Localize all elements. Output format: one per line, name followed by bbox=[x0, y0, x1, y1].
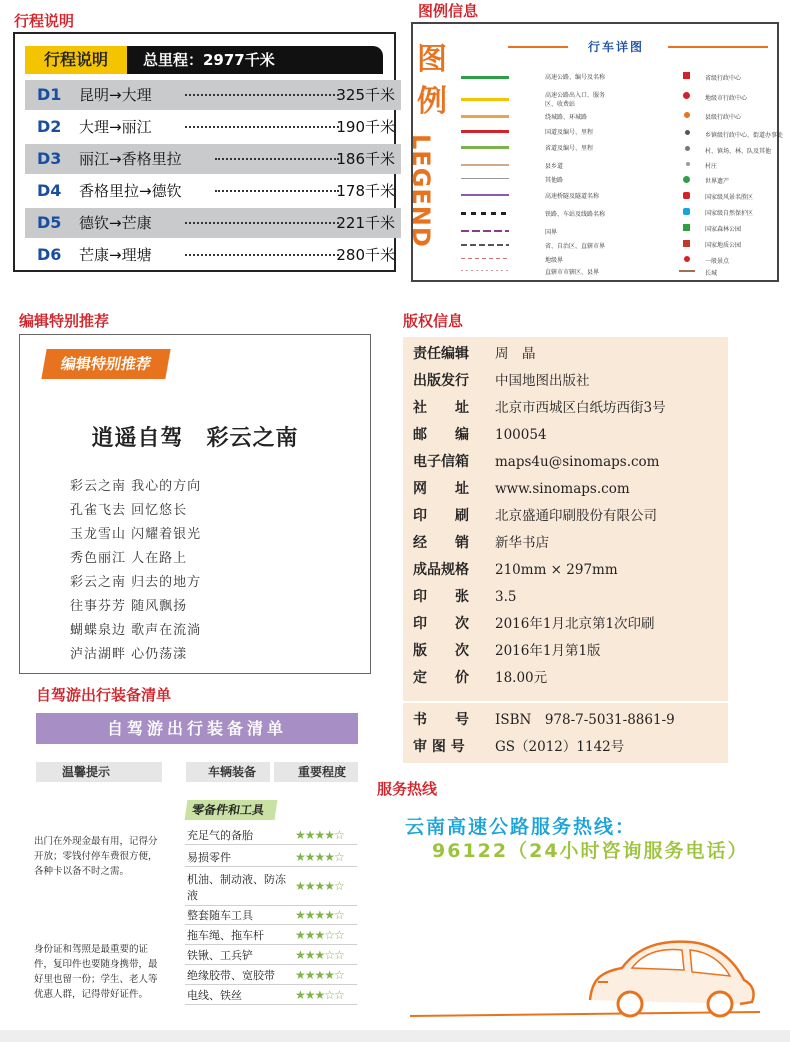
legend-en-title: LEGEND bbox=[407, 134, 435, 248]
legend-cn-char2: 例 bbox=[417, 84, 447, 119]
hotline-title: 云南高速公路服务热线： bbox=[405, 816, 637, 838]
legend-item: 国家级自然保护区 bbox=[705, 210, 754, 217]
itinerary-distance: 280千米 bbox=[336, 246, 395, 264]
itinerary-route: 芒康→理塘 bbox=[79, 246, 152, 264]
equipment-row bbox=[185, 870, 357, 906]
great-wall-symbol bbox=[679, 270, 695, 272]
copyright-label: 出版发行 bbox=[413, 373, 469, 389]
copyright-value: 周 晶 bbox=[495, 346, 536, 362]
star-rating-icon: ★★★☆☆ bbox=[295, 988, 344, 1002]
legend-item: 地级市行政中心 bbox=[705, 95, 748, 102]
copyright-row bbox=[403, 665, 728, 692]
copyright-label: 定 价 bbox=[413, 670, 469, 686]
copyright-label: 网 址 bbox=[413, 481, 469, 497]
prefecture-city-icon bbox=[683, 92, 690, 99]
legend-item: 县乡道 bbox=[545, 163, 564, 170]
legend-item: 村庄 bbox=[705, 163, 718, 170]
copyright-value: 18.00元 bbox=[495, 670, 548, 686]
legend-title-bar bbox=[508, 38, 768, 54]
poem-line: 彩云之南 我心的方向 bbox=[70, 479, 202, 494]
itinerary-route: 香格里拉→德钦 bbox=[79, 182, 182, 200]
itinerary-tag: 行程说明 bbox=[25, 46, 127, 74]
poem-line: 泸沽湖畔 心仍荡漾 bbox=[70, 647, 188, 662]
copyright-row bbox=[403, 476, 728, 503]
province-border-symbol bbox=[461, 244, 509, 246]
editor-pick-panel bbox=[19, 334, 371, 674]
interchange-symbol bbox=[461, 98, 509, 101]
legend-item: 村、镇场、林、队及其他 bbox=[705, 148, 772, 155]
forest-park-icon bbox=[683, 224, 690, 231]
itinerary-day: D1 bbox=[37, 85, 62, 104]
copyright-label: 电子信箱 bbox=[413, 454, 469, 470]
copyright-label: 印 刷 bbox=[413, 508, 469, 524]
equipment-row bbox=[185, 926, 357, 945]
equipment-name: 铁锹、工兵铲 bbox=[187, 949, 253, 962]
capital-icon bbox=[683, 72, 690, 79]
car-illustration-icon bbox=[400, 920, 770, 1024]
section-title-editor: 编辑特别推荐 bbox=[19, 312, 110, 330]
tip-cash: 出门在外现金最有用，记得分开放；零钱付停车费很方便，各种卡以备不时之需。 bbox=[34, 836, 158, 877]
equipment-name: 整套随车工具 bbox=[187, 909, 253, 922]
copyright-row bbox=[403, 395, 728, 422]
star-rating-icon: ★★★★☆ bbox=[295, 850, 344, 864]
copyright-value: 新华书店 bbox=[495, 535, 549, 551]
equipment-name: 电线、铁丝 bbox=[187, 989, 242, 1002]
itinerary-route: 昆明→大理 bbox=[79, 86, 152, 104]
itinerary-day: D5 bbox=[37, 213, 62, 232]
copyright-row bbox=[403, 422, 728, 449]
poem-line: 孔雀飞去 回忆悠长 bbox=[70, 503, 188, 518]
star-rating-icon: ★★★★☆ bbox=[295, 879, 344, 893]
scenic-area-icon bbox=[683, 192, 690, 199]
legend-item: 直辖市市辖区、县界 bbox=[545, 269, 600, 276]
hotline-number: 96122（24小时咨询服务电话） bbox=[432, 840, 749, 862]
itinerary-route: 德钦→芒康 bbox=[79, 214, 152, 232]
legend-item: 省、自治区、直辖市界 bbox=[545, 243, 606, 250]
copyright-value: 3.5 bbox=[495, 589, 517, 605]
copyright-row bbox=[403, 530, 728, 557]
star-rating-icon: ★★★★☆ bbox=[295, 908, 344, 922]
copyright-value: 2016年1月第1版 bbox=[495, 643, 601, 659]
equipment-row bbox=[185, 946, 357, 965]
copyright-label: 印 张 bbox=[413, 589, 469, 605]
copyright-row bbox=[403, 707, 728, 734]
star-rating-icon: ★★★☆☆ bbox=[295, 948, 344, 962]
itinerary-route: 大理→丽江 bbox=[79, 118, 152, 136]
itinerary-panel bbox=[13, 32, 396, 272]
legend-item: 一般景点 bbox=[705, 258, 730, 265]
copyright-row bbox=[403, 638, 728, 665]
copyright-label: 印 次 bbox=[413, 616, 469, 632]
equipment-name: 拖车绳、拖车杆 bbox=[187, 929, 264, 942]
copyright-value: GS（2012）1142号 bbox=[495, 739, 625, 755]
section-title-hotline: 服务热线 bbox=[377, 780, 438, 798]
railway-symbol bbox=[461, 212, 509, 215]
dotted-leader bbox=[185, 94, 339, 96]
itinerary-row bbox=[25, 144, 401, 174]
itinerary-row bbox=[25, 208, 401, 238]
legend-panel bbox=[407, 22, 784, 282]
copyright-panel bbox=[403, 337, 728, 763]
legend-item: 省道及编号、里程 bbox=[545, 145, 594, 152]
itinerary-distance: 186千米 bbox=[336, 150, 395, 168]
equipment-row bbox=[185, 966, 357, 985]
world-heritage-icon bbox=[683, 176, 690, 183]
provincial-road-symbol bbox=[461, 146, 509, 149]
itinerary-total: 总里程：2977千米 bbox=[143, 51, 275, 69]
copyright-value: maps4u@sinomaps.com bbox=[495, 454, 660, 470]
itinerary-header bbox=[25, 46, 383, 74]
nature-reserve-icon bbox=[683, 208, 690, 215]
editor-pick-tag: 编辑特别推荐 bbox=[41, 349, 170, 379]
prefecture-border-symbol bbox=[461, 258, 509, 259]
geo-park-icon bbox=[683, 240, 690, 247]
title-rule-left bbox=[508, 46, 568, 48]
poem-line: 往事芬芳 随风飘扬 bbox=[70, 599, 188, 614]
poem-line: 蝴蝶泉边 歌声在流淌 bbox=[70, 623, 202, 638]
legend-item: 高速桥隧及隧道名称 bbox=[545, 193, 600, 200]
legend-item: 长城 bbox=[705, 270, 718, 277]
county-border-symbol bbox=[461, 270, 509, 271]
county-road-symbol bbox=[461, 164, 509, 166]
star-rating-icon: ★★★☆☆ bbox=[295, 928, 344, 942]
equipment-name: 绝缘胶带、宽胶带 bbox=[187, 969, 275, 982]
itinerary-day: D3 bbox=[37, 149, 62, 168]
bottom-band bbox=[0, 1030, 790, 1042]
copyright-label: 审 图 号 bbox=[413, 739, 465, 755]
highway-symbol bbox=[461, 76, 509, 79]
copyright-value: ISBN 978-7-5031-8861-9 bbox=[495, 712, 675, 728]
legend-sidebar bbox=[407, 24, 453, 280]
copyright-divider bbox=[403, 701, 728, 703]
village-icon bbox=[685, 146, 690, 151]
itinerary-distance: 178千米 bbox=[336, 182, 395, 200]
itinerary-row bbox=[25, 80, 401, 110]
itinerary-row bbox=[25, 176, 401, 206]
national-road-symbol bbox=[461, 130, 509, 133]
copyright-row bbox=[403, 734, 728, 761]
legend-title: 行车详图 bbox=[588, 40, 645, 54]
legend-cn-char1: 图 bbox=[417, 42, 447, 77]
section-title-equipment: 自驾游出行装备清单 bbox=[36, 686, 172, 704]
copyright-label: 邮 编 bbox=[413, 427, 469, 443]
section-title-legend: 图例信息 bbox=[418, 2, 479, 20]
star-rating-icon: ★★★★☆ bbox=[295, 968, 344, 982]
column-header-tips: 温馨提示 bbox=[36, 762, 162, 782]
dotted-leader bbox=[185, 222, 339, 224]
star-rating-icon: ★★★★☆ bbox=[295, 828, 344, 842]
column-header-vehicle: 车辆装备 bbox=[186, 762, 270, 782]
itinerary-day: D4 bbox=[37, 181, 62, 200]
copyright-value: 北京市西城区白纸坊西街3号 bbox=[495, 400, 666, 416]
equipment-name: 易损零件 bbox=[187, 851, 231, 864]
copyright-label: 责任编辑 bbox=[413, 346, 469, 362]
section-title-itinerary: 行程说明 bbox=[14, 12, 75, 30]
equipment-row bbox=[185, 848, 357, 867]
legend-item: 国道及编号、里程 bbox=[545, 129, 594, 136]
itinerary-distance: 221千米 bbox=[336, 214, 395, 232]
itinerary-day: D6 bbox=[37, 245, 62, 264]
equipment-row bbox=[185, 986, 357, 1005]
hamlet-icon bbox=[686, 162, 690, 166]
editor-headline: 逍遥自驾 彩云之南 bbox=[91, 425, 299, 451]
equipment-row bbox=[185, 826, 357, 845]
dotted-leader bbox=[215, 190, 339, 192]
legend-item: 省级行政中心 bbox=[705, 75, 742, 82]
equipment-name: 机油、制动液、防冻液 bbox=[187, 873, 286, 902]
copyright-row bbox=[403, 584, 728, 611]
copyright-value: 210mm × 297mm bbox=[495, 562, 618, 578]
copyright-label: 社 址 bbox=[413, 400, 469, 416]
copyright-row bbox=[403, 503, 728, 530]
copyright-value: 中国地图出版社 bbox=[495, 373, 590, 389]
itinerary-distance: 190千米 bbox=[336, 118, 395, 136]
dotted-leader bbox=[185, 126, 339, 128]
equipment-row bbox=[185, 906, 357, 925]
legend-item: 绕城路、环城路 bbox=[545, 114, 588, 121]
county-icon bbox=[684, 112, 690, 118]
itinerary-row bbox=[25, 112, 401, 142]
legend-item: 国家地质公园 bbox=[705, 242, 742, 249]
legend-item: 高速公路、编号及名称 bbox=[545, 74, 606, 81]
ring-road-symbol bbox=[461, 115, 509, 118]
equipment-banner: 自驾游出行装备清单 bbox=[36, 713, 358, 744]
tip-documents: 身份证和驾照是最重要的证件，复印件也要随身携带，最好里也留一份；学生、老人等优惠人群，记得带好证件。 bbox=[34, 944, 158, 1000]
copyright-label: 经 销 bbox=[413, 535, 469, 551]
copyright-value: 100054 bbox=[495, 427, 547, 443]
equipment-name: 充足气的备胎 bbox=[187, 829, 253, 842]
town-icon bbox=[685, 130, 690, 135]
copyright-value: 2016年1月北京第1次印刷 bbox=[495, 616, 655, 632]
title-rule-right bbox=[668, 46, 768, 48]
dotted-leader bbox=[185, 254, 339, 256]
legend-item: 国界 bbox=[545, 229, 558, 236]
legend-item: 其他路 bbox=[545, 177, 564, 184]
itinerary-distance: 325千米 bbox=[336, 86, 395, 104]
equipment-category: 零备件和工具 bbox=[185, 800, 278, 820]
copyright-value: www.sinomaps.com bbox=[495, 481, 630, 497]
national-border-symbol bbox=[461, 230, 509, 232]
legend-item: 地级界 bbox=[545, 257, 564, 264]
bridge-tunnel-symbol bbox=[461, 194, 509, 196]
legend-item: 铁路、车站及线路名称 bbox=[545, 211, 606, 218]
itinerary-day: D2 bbox=[37, 117, 62, 136]
dotted-leader bbox=[215, 158, 339, 160]
legend-item: 世界遗产 bbox=[705, 178, 730, 185]
copyright-label: 版 次 bbox=[413, 643, 469, 659]
poem-line: 玉龙雪山 闪耀着银光 bbox=[70, 527, 202, 542]
legend-item: 国家森林公园 bbox=[705, 226, 742, 233]
itinerary-route: 丽江→香格里拉 bbox=[79, 150, 182, 168]
section-title-copyright: 版权信息 bbox=[403, 312, 464, 330]
column-header-importance: 重要程度 bbox=[274, 762, 358, 782]
copyright-label: 成品规格 bbox=[413, 562, 469, 578]
copyright-row bbox=[403, 368, 728, 395]
legend-item: 国家级风景名胜区 bbox=[705, 194, 754, 201]
copyright-value: 北京盛通印刷股份有限公司 bbox=[495, 508, 657, 524]
copyright-row bbox=[403, 449, 728, 476]
scenic-spot-icon bbox=[684, 256, 690, 262]
poem-line: 彩云之南 归去的地方 bbox=[70, 575, 202, 590]
copyright-label: 书 号 bbox=[413, 712, 469, 728]
poem-line: 秀色丽江 人在路上 bbox=[70, 551, 188, 566]
other-road-symbol bbox=[461, 178, 509, 179]
legend-item: 乡镇级行政中心、街道办事处 bbox=[705, 132, 784, 139]
legend-item: 高速公路出入口、服务区、收费站 bbox=[545, 92, 606, 108]
legend-item: 县级行政中心 bbox=[705, 114, 742, 121]
copyright-row bbox=[403, 611, 728, 638]
copyright-row bbox=[403, 557, 728, 584]
itinerary-row bbox=[25, 240, 401, 270]
copyright-row bbox=[403, 341, 728, 368]
